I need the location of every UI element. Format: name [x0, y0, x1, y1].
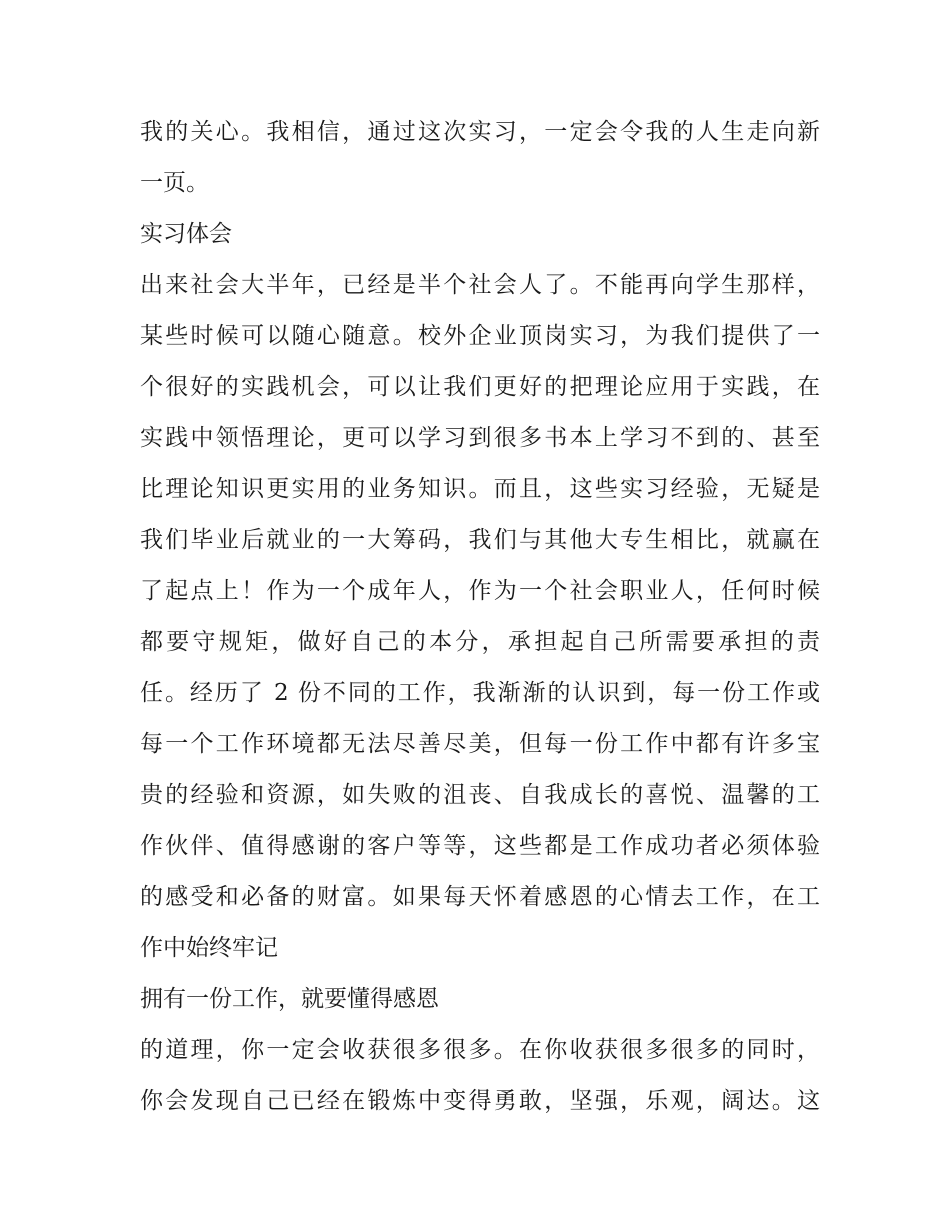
text-line: 个很好的实践机会，可以让我们更好的把理论应用于实践，在 — [140, 374, 820, 400]
document-body — [140, 107, 820, 1127]
text-line: 的道理，你一定会收获很多很多。在你收获很多很多的同时， — [140, 1037, 820, 1063]
text-line: 每一个工作环境都无法尽善尽美，但每一份工作中都有许多宝 — [140, 731, 820, 757]
text-line: 比理论知识更实用的业务知识。而且，这些实习经验，无疑是 — [140, 476, 820, 502]
text-line: 贵的经验和资源，如失败的沮丧、自我成长的喜悦、温馨的工 — [140, 782, 820, 808]
text-line: 都要守规矩，做好自己的本分，承担起自己所需要承担的责 — [140, 629, 820, 655]
text-line: 某些时候可以随心随意。校外企业顶岗实习，为我们提供了一 — [140, 323, 820, 349]
text-line: 我的关心。我相信，通过这次实习，一定会令我的人生走向新 — [140, 119, 820, 145]
text-line: 作伙伴、值得感谢的客户等等，这些都是工作成功者必须体验 — [140, 833, 820, 859]
text-line: 任。经历了 2 份不同的工作，我渐渐的认识到，每一份工作或 — [140, 680, 820, 706]
text-line: 拥有一份工作，就要懂得感恩 — [140, 986, 439, 1012]
text-line: 一页。 — [140, 170, 209, 196]
text-line: 我们毕业后就业的一大筹码，我们与其他大专生相比，就赢在 — [140, 527, 820, 553]
text-line: 作中始终牢记 — [140, 935, 278, 961]
text-line: 你会发现自己已经在锻炼中变得勇敢，坚强，乐观，阔达。这 — [140, 1088, 820, 1114]
text-line: 实习体会 — [140, 221, 232, 247]
text-line: 了起点上！作为一个成年人，作为一个社会职业人，任何时候 — [140, 578, 820, 604]
text-line: 的感受和必备的财富。如果每天怀着感恩的心情去工作，在工 — [140, 884, 820, 910]
text-line: 实践中领悟理论，更可以学习到很多书本上学习不到的、甚至 — [140, 425, 820, 451]
text-line: 出来社会大半年，已经是半个社会人了。不能再向学生那样， — [140, 272, 820, 298]
